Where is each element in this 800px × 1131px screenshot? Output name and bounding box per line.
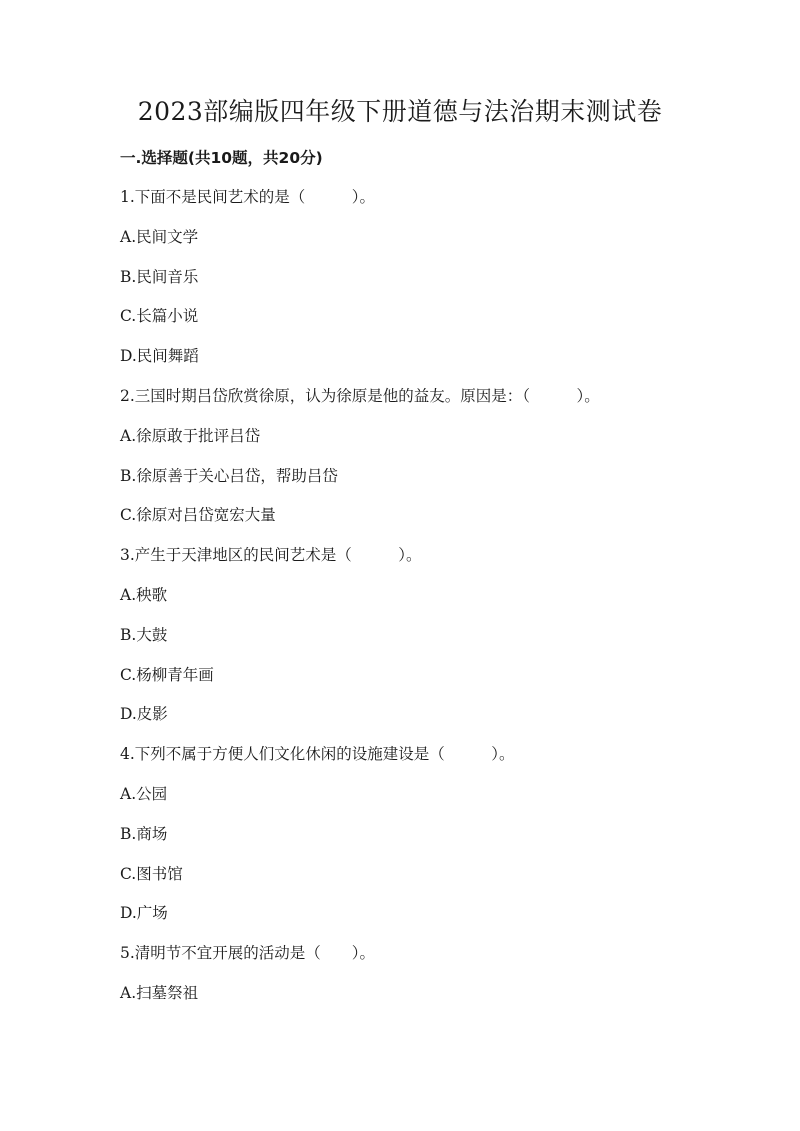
- page-title: 2023部编版四年级下册道德与法治期末测试卷: [137, 97, 663, 126]
- option-item: D.民间舞蹈: [120, 347, 199, 366]
- option-item: D.广场: [120, 904, 168, 923]
- option-item: A.民间文学: [120, 227, 199, 246]
- option-item: A.秧歌: [120, 585, 168, 604]
- option-item: B.民间音乐: [120, 267, 199, 286]
- option-item: A.扫墓祭祖: [120, 983, 199, 1002]
- question-stem: 5.清明节不宜开展的活动是（ ）。: [120, 944, 376, 963]
- option-item: D.皮影: [120, 705, 168, 724]
- option-item: C.图书馆: [120, 864, 183, 883]
- option-item: B.徐原善于关心吕岱，帮助吕岱: [120, 466, 338, 485]
- option-item: A.公园: [120, 784, 168, 803]
- question-list: [120, 185, 720, 1021]
- section-heading: 一.选择题(共10题，共20分): [120, 149, 323, 167]
- question-stem: 1.下面不是民间艺术的是（ ）。: [120, 188, 376, 206]
- question-stem: 3.产生于天津地区的民间艺术是（ ）。: [120, 546, 422, 565]
- option-item: C.杨柳青年画: [120, 665, 214, 684]
- option-item: A.徐原敢于批评吕岱: [120, 426, 261, 445]
- question-stem: 2.三国时期吕岱欣赏徐原，认为徐原是他的益友。原因是：（ ）。: [120, 386, 600, 405]
- option-item: B.商场: [120, 824, 168, 843]
- option-item: C.长篇小说: [120, 307, 199, 326]
- option-item: B.大鼓: [120, 625, 168, 644]
- option-item: C.徐原对吕岱宽宏大量: [120, 506, 276, 525]
- question-stem: 4.下列不属于方便人们文化休闲的设施建设是（ ）。: [120, 745, 515, 764]
